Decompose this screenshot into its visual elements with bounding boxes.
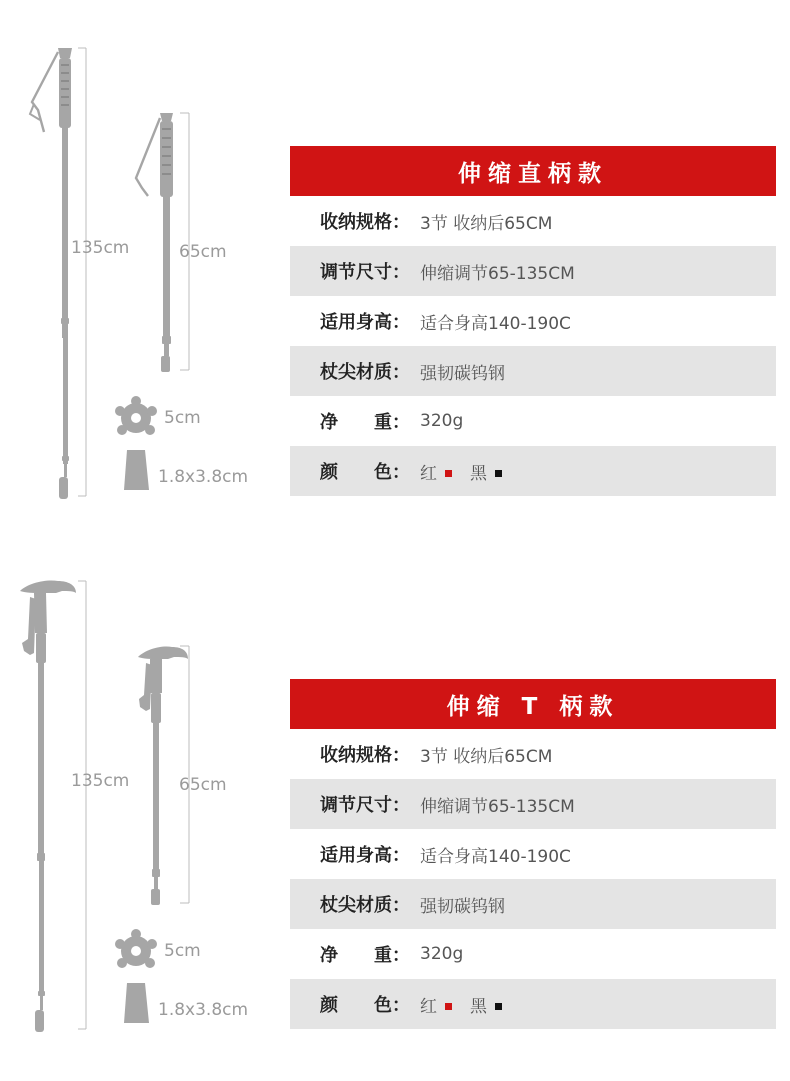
spec-table [290,679,776,1029]
spec-value: 适合身高140-190C [420,313,571,334]
t-handle-pole-illustration [0,533,290,1033]
spec-value: 3节 收纳后65CM [420,746,553,767]
spec-key: 杖尖材质： [320,895,410,916]
straight-pole-illustration [0,0,290,500]
color-options [420,992,520,1017]
pole-drawing [0,533,290,1033]
long-pole [20,580,76,1032]
red-swatch-icon [445,1003,452,1010]
spec-key: 净 重： [320,945,410,966]
spec-value: 3节 收纳后65CM [420,213,553,234]
black-swatch-icon [495,470,502,477]
spec-row-color [290,979,776,1029]
spec-key: 适用身高： [320,845,410,866]
spec-key: 净 重： [320,412,410,433]
spec-row-height [290,296,776,346]
color-name-black: 黑 [470,996,487,1017]
tip-size-label: 1.8x3.8cm [158,1000,249,1020]
color-options [420,459,520,484]
long-length-label: 135cm [71,238,130,258]
basket-icon [115,396,157,435]
spec-key: 调节尺寸： [320,262,410,283]
spec-key: 调节尺寸： [320,795,410,816]
section-title: 伸缩直柄款 [290,146,776,196]
basket-size-label: 5cm [164,941,201,961]
tip-size-label: 1.8x3.8cm [158,467,249,487]
spec-row-weight [290,396,776,446]
spec-row-color [290,446,776,496]
spec-value: 伸缩调节65-135CM [420,263,575,284]
spec-row-tip-material [290,879,776,929]
short-length-label: 65cm [179,242,227,262]
short-pole [136,113,173,372]
product-section-t-handle [0,533,790,1081]
spec-row-weight [290,929,776,979]
pole-drawing [0,0,290,500]
spec-key: 收纳规格： [320,745,410,766]
spec-value: 适合身高140-190C [420,846,571,867]
long-length-label: 135cm [71,771,130,791]
rubber-tip-icon [124,450,149,490]
spec-value: 伸缩调节65-135CM [420,796,575,817]
product-section-straight [0,0,790,540]
red-swatch-icon [445,470,452,477]
spec-key: 颜 色： [320,995,410,1016]
basket-size-label: 5cm [164,408,201,428]
spec-row-height [290,829,776,879]
color-name-black: 黑 [470,463,487,484]
short-length-label: 65cm [179,775,227,795]
spec-value: 320g [420,411,464,431]
color-name-red: 红 [420,996,437,1017]
spec-value: 强韧碳钨钢 [420,363,505,384]
long-pole [30,48,72,499]
spec-row-tip-material [290,346,776,396]
rubber-tip-icon [124,983,149,1023]
spec-row-adjust [290,779,776,829]
spec-value: 320g [420,944,464,964]
black-swatch-icon [495,1003,502,1010]
spec-table [290,146,776,496]
spec-row-storage [290,196,776,246]
spec-key: 颜 色： [320,462,410,483]
section-title: 伸缩 T 柄款 [290,679,776,729]
spec-row-adjust [290,246,776,296]
color-name-red: 红 [420,463,437,484]
spec-key: 杖尖材质： [320,362,410,383]
spec-key: 适用身高： [320,312,410,333]
basket-icon [115,929,157,968]
long-dimension-bracket [78,581,86,1029]
spec-key: 收纳规格： [320,212,410,233]
spec-row-storage [290,729,776,779]
spec-value: 强韧碳钨钢 [420,896,505,917]
long-dimension-bracket [78,48,86,496]
